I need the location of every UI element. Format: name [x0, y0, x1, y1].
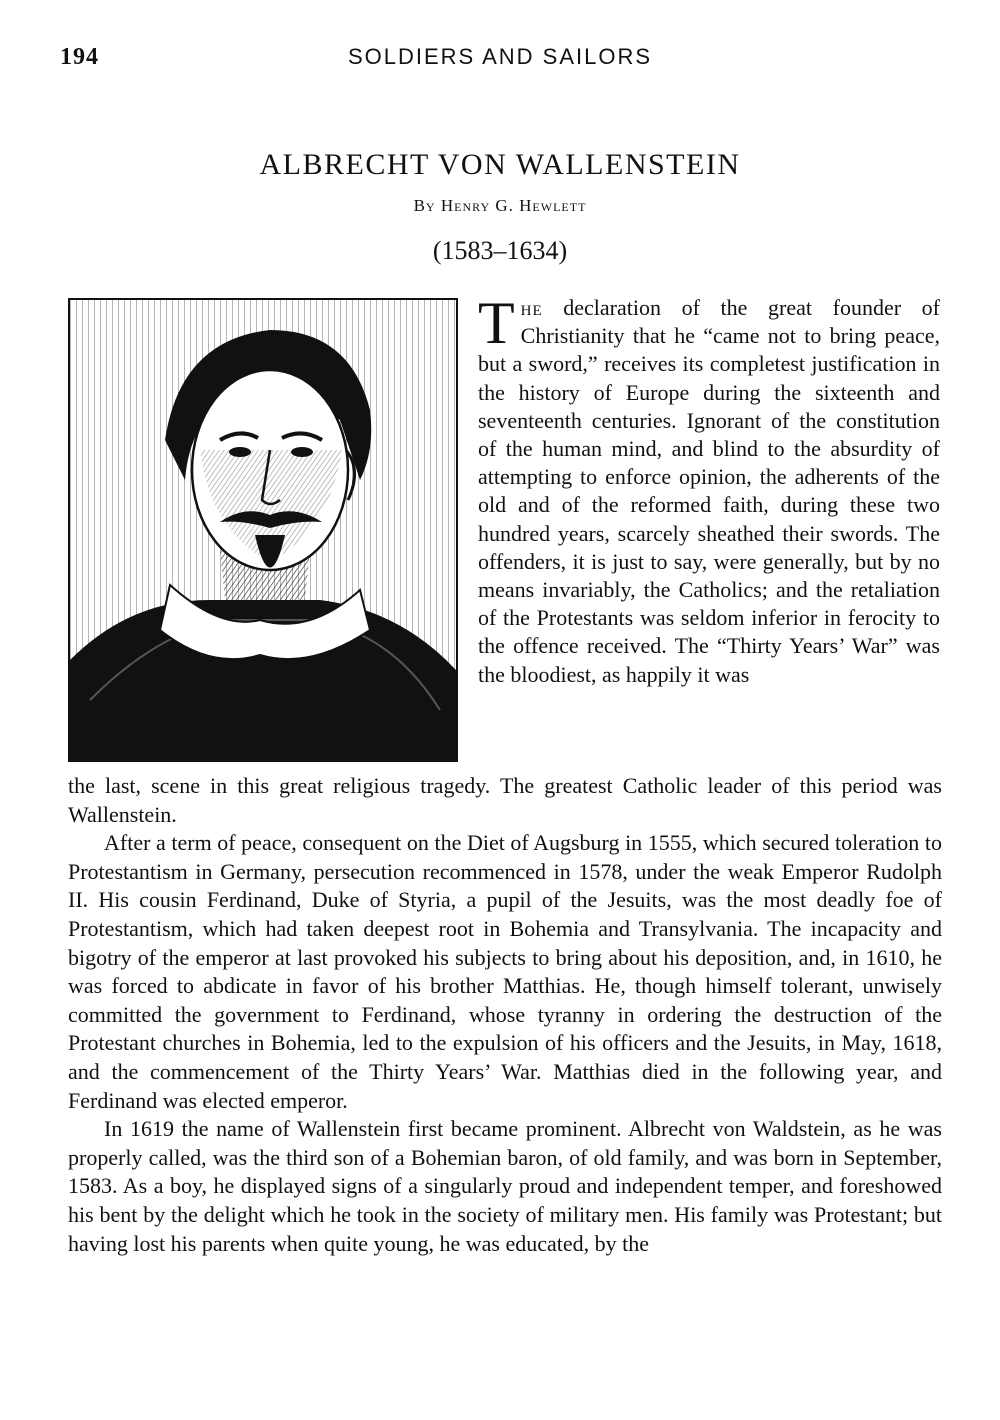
- running-title: SOLDIERS AND SAILORS: [347, 44, 653, 69]
- article-title: ALBRECHT VON WALLENSTEIN: [259, 148, 741, 181]
- page-number: 194: [60, 44, 99, 70]
- paragraph: After a term of peace, consequent on the Diet of Augsburg in 1555, which secured toleration to Protestantism in Germany, persecution recommenced in 1578, under the weak Emperor Rudolph II. His cousin Ferdinand, Duke of Styria, a pupil of the Jesuits, was the most deadly foe of Protestantism, which had taken deepest root in Bohemia and Transylvania. The incapacity and bigotry of the emperor at last provoked his subjects to bring about his deposition, and, in 1610, he was forced to abdicate in favor of his brother Matthias. He, though himself tolerant, unwisely committed the government to Ferdinand, whose tyranny in ordering the destruction of the Protestant churches in Bohemia, led to the expulsion of his officers and the Jesuits, in May, 1618, and the commencement of the Thirty Years’ War. Matthias died in the following year, and Ferdinand was elected emperor.: [68, 830, 942, 1113]
- lead-in: he: [520, 295, 543, 320]
- byline: By Henry G. Hewlett: [413, 196, 587, 215]
- portrait-engraving-icon: [70, 300, 456, 760]
- portrait-image: [68, 298, 458, 762]
- paragraph-continuation: the last, scene in this great religious tragedy. The greatest Catholic leader of this period was Wallenstein.: [68, 773, 942, 827]
- paragraph: In 1619 the name of Wallenstein first became prominent. Albrecht von Waldstein, as he was properly called, was the third son of a Bohemian baron, of old family, and was born in September, 1583. As a boy, he displayed signs of a singularly proud and independent temper, and foreshowed his bent by the delight which he took in the society of military men. His family was Protestant; but having lost his parents when quite young, he was educated, by the: [68, 1116, 942, 1256]
- running-head: [0, 44, 1000, 80]
- drop-cap: T: [478, 290, 515, 356]
- life-dates: (1583–1634): [432, 236, 568, 265]
- body-text: [68, 772, 942, 1258]
- opening-paragraph: [478, 290, 940, 689]
- opening-paragraph-text: declaration of the great founder of Christianity that he “came not to bring peace, but a sword,” receives its completest justification in the history of Europe during the sixteenth and seventeenth centuries. Ignorant of the constitution of the human mind, and blind to the absurdity of attempting to enforce opinion, the adherents of the old and of the reformed faith, during these two hundred years, scarcely sheathed their swords. The offenders, it is just to say, were generally, but by no means invariably, the Catholics; and the retaliation of the Protestants was seldom inferior in ferocity to the offence received. The “Thirty Years’ War” was the bloodiest, as happily it was: [478, 295, 940, 687]
